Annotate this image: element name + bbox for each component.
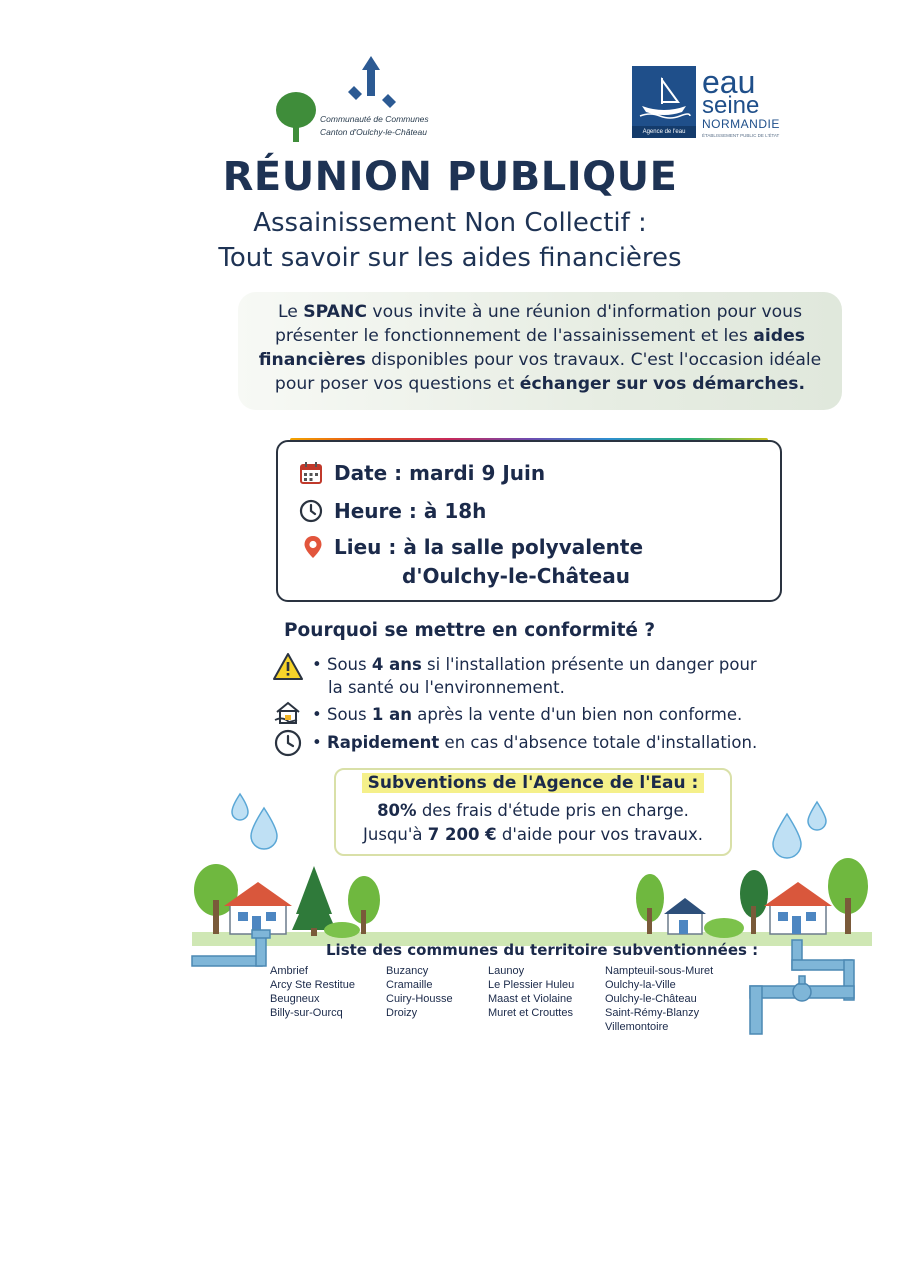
subtitle-line-1: Assainissement Non Collectif : <box>253 208 647 238</box>
intro-echanger: échanger sur vos démarches. <box>519 374 806 394</box>
commune-item: Muret et Crouttes <box>488 1007 573 1019</box>
esn-word-eau: eau <box>702 64 756 100</box>
bullet1-bold: 4 ans <box>371 655 422 674</box>
commune-item: Le Plessier Huleu <box>488 979 575 991</box>
page-title: RÉUNION PUBLIQUE <box>222 154 678 200</box>
commune-item: Billy-sur-Ourcq <box>270 1007 343 1019</box>
clock-icon <box>299 499 323 523</box>
cc-name-line1: Communauté de Communes <box>320 114 429 124</box>
intro-text-1: Le <box>277 302 304 322</box>
subsidy-amount: 7 200 € <box>427 825 497 844</box>
house-icon <box>664 898 706 934</box>
bullet3-post: en cas d'absence totale d'installation. <box>439 733 758 752</box>
commune-item: Arcy Ste Restitue <box>270 979 355 991</box>
esn-word-seine: seine <box>702 92 760 119</box>
intro-text-3: disponibles pour vos travaux. C'est l'occasion idéale pour poser vos questions et <box>274 350 822 394</box>
house-icon <box>764 882 832 934</box>
bullet1-post: si l'installation présente un danger pour <box>421 655 757 674</box>
conformity-bullet-1 <box>312 653 757 676</box>
esn-box-label: Agence de l'eau <box>632 126 696 138</box>
bullet2-post: après la vente d'un bien non conforme. <box>411 705 743 724</box>
calendar-icon <box>299 461 323 485</box>
commune-item: Droizy <box>386 1007 418 1019</box>
cc-name-line2: Canton d'Oulchy-le-Château <box>320 127 427 137</box>
communes-column-4 <box>605 964 713 1034</box>
commune-item: Buzancy <box>386 965 429 977</box>
communes-column-3 <box>488 964 574 1020</box>
water-drop-icon <box>232 794 248 820</box>
commune-item: Ambrief <box>270 965 308 977</box>
commune-item: Cuiry-Housse <box>386 993 453 1005</box>
clock-icon <box>273 728 303 758</box>
subsidy-title-text: Subventions de l'Agence de l'Eau : <box>362 773 705 793</box>
commune-item: Launoy <box>488 965 525 977</box>
event-date: Date : mardi 9 Juin <box>334 461 546 485</box>
commune-item: Villemontoire <box>605 1021 669 1033</box>
logo-communaute-communes <box>276 56 476 146</box>
subsidy-line2-pre: Jusqu'à <box>363 825 428 844</box>
pipe-icon <box>750 940 854 1034</box>
bullet1-pre: • Sous <box>312 655 372 674</box>
commune-item: Nampteuil-sous-Muret <box>605 965 714 977</box>
esn-emblem <box>632 66 696 138</box>
communes-column-2 <box>386 964 453 1020</box>
commune-item: Oulchy-le-Château <box>605 993 697 1005</box>
esn-tagline: ÉTABLISSEMENT PUBLIC DE L'ÉTAT <box>702 133 780 138</box>
subsidy-80-percent: 80% <box>377 801 417 820</box>
water-drop-icon <box>773 814 801 858</box>
bullet3-bold: Rapidement <box>326 733 440 752</box>
water-drop-icon <box>808 802 826 830</box>
house-sale-icon <box>273 698 303 728</box>
bullet3-pre: • <box>312 733 327 752</box>
event-place-line2: d'Oulchy-le-Château <box>402 564 630 588</box>
intro-aides: aides financières <box>258 326 805 370</box>
communes-heading: Liste des communes du territoire subventionnées : <box>326 941 759 959</box>
warning-icon <box>273 652 303 682</box>
communes-column-1 <box>270 964 355 1020</box>
commune-item: Cramaille <box>386 979 433 991</box>
commune-item: Maast et Violaine <box>488 993 573 1005</box>
subsidy-line2-post: d'aide pour vos travaux. <box>496 825 703 844</box>
bullet2-bold: 1 an <box>371 705 412 724</box>
event-place-line1: Lieu : à la salle polyvalente <box>334 535 644 559</box>
intro-paragraph <box>238 300 842 396</box>
commune-item: Oulchy-la-Ville <box>605 979 676 991</box>
intro-text-2: vous invite à une réunion d'information pour vous présenter le fonctionnement de l'assainissement et les <box>275 302 803 346</box>
bullet2-pre: • Sous <box>312 705 372 724</box>
conformity-heading: Pourquoi se mettre en conformité ? <box>284 620 656 641</box>
subsidy-line1-rest: des frais d'étude pris en charge. <box>416 801 689 820</box>
esn-word-normandie: NORMANDIE <box>702 117 780 131</box>
commune-item: Beugneux <box>270 993 320 1005</box>
event-time: Heure : à 18h <box>334 499 487 523</box>
conformity-bullet-3 <box>312 731 757 754</box>
subtitle-line-2: Tout savoir sur les aides financières <box>218 243 682 273</box>
conformity-bullet-1-line2: la santé ou l'environnement. <box>328 678 565 697</box>
boat-emblem-icon <box>632 66 696 126</box>
commune-item: Saint-Rémy-Blanzy <box>605 1007 700 1019</box>
bush-icon <box>324 922 360 938</box>
intro-spanc: SPANC <box>303 302 367 322</box>
conformity-bullet-2 <box>312 703 742 726</box>
location-pin-icon <box>301 535 325 559</box>
logo-eau-seine-normandie <box>632 66 822 146</box>
bush-icon <box>704 918 744 938</box>
water-drop-icon <box>251 808 277 849</box>
